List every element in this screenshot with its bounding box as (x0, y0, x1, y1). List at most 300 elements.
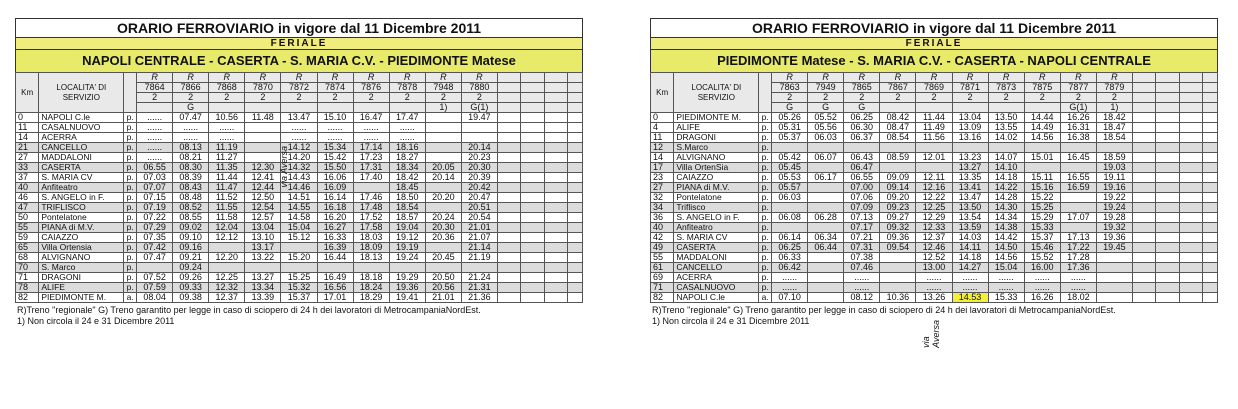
km-cell: 78 (16, 283, 39, 293)
station-name: CANCELLO (39, 143, 124, 153)
station-row (16, 163, 583, 173)
arrival-departure-mark: p. (124, 133, 137, 143)
time-cell: 07.00 (844, 183, 880, 193)
time-cell: 18.59 (1096, 153, 1132, 163)
time-cell (808, 203, 844, 213)
arrival-departure-mark: p. (124, 173, 137, 183)
blank-cell (497, 183, 520, 193)
time-cell: 19.41 (389, 293, 425, 303)
arrival-departure-mark: p. (759, 283, 772, 293)
time-cell: 07.21 (844, 233, 880, 243)
time-cell: 21.24 (461, 273, 497, 283)
time-cell: 12.52 (916, 253, 952, 263)
time-cell: 13.47 (952, 193, 988, 203)
time-cell: 11.58 (209, 213, 245, 223)
time-cell (808, 163, 844, 173)
station-name: ALIFE (674, 123, 759, 133)
arrival-departure-mark: p. (759, 133, 772, 143)
km-cell: 46 (16, 193, 39, 203)
station-row (16, 123, 583, 133)
r-mark: R (952, 73, 988, 83)
r-mark: R (389, 73, 425, 83)
time-cell: 15.16 (1024, 183, 1060, 193)
arrival-departure-mark: p. (759, 203, 772, 213)
blank-cell (544, 83, 567, 93)
time-cell: 16.31 (1060, 123, 1096, 133)
km-cell: 12 (651, 143, 674, 153)
time-cell: 16.27 (317, 223, 353, 233)
time-cell: 05.37 (772, 133, 808, 143)
time-cell: 09.33 (173, 283, 209, 293)
time-cell: 07.10 (772, 293, 808, 303)
blank-cell (1179, 93, 1202, 103)
time-cell: 14.30 (988, 203, 1024, 213)
time-cell: 14.42 (988, 233, 1024, 243)
blank-cell (497, 163, 520, 173)
time-cell: 05.57 (772, 183, 808, 193)
arrival-departure-mark: p. (124, 193, 137, 203)
time-cell: 12.41 (245, 173, 281, 183)
time-cell (425, 263, 461, 273)
time-cell: 07.07 (137, 183, 173, 193)
time-cell: 05.52 (808, 113, 844, 123)
km-cell: 82 (16, 293, 39, 303)
time-cell: 17.46 (353, 193, 389, 203)
time-cell: 14.32 (281, 163, 317, 173)
time-cell: 17.31 (353, 163, 389, 173)
time-cell (425, 243, 461, 253)
feriale-band: FERIALE (15, 37, 583, 49)
km-cell: 23 (651, 173, 674, 183)
time-cell (1096, 253, 1132, 263)
time-cell: 15.25 (281, 273, 317, 283)
time-cell: 14.18 (952, 253, 988, 263)
note-cell: G (173, 103, 209, 113)
station-name: MADDALONI (674, 253, 759, 263)
time-cell: 06.25 (772, 243, 808, 253)
blank-cell (544, 123, 567, 133)
blank-cell (544, 233, 567, 243)
time-cell: 14.02 (988, 133, 1024, 143)
timetable-table (650, 72, 1218, 303)
header-row (651, 73, 1218, 83)
time-cell (461, 133, 497, 143)
time-cell: ...... (173, 133, 209, 143)
time-cell: 13.09 (952, 123, 988, 133)
time-cell: 06.07 (808, 153, 844, 163)
time-cell: 21.01 (425, 293, 461, 303)
blank-cell (544, 183, 567, 193)
arrival-departure-mark: p. (124, 113, 137, 123)
station-name: S. ANGELO in F. (39, 193, 124, 203)
blank-cell (497, 153, 520, 163)
time-cell (245, 133, 281, 143)
time-cell: 09.02 (173, 223, 209, 233)
blank-cell (568, 113, 583, 123)
station-name: DRAGONI (674, 133, 759, 143)
time-cell: 12.33 (916, 223, 952, 233)
time-cell: 20.42 (461, 183, 497, 193)
station-name: ALVIGNANO (39, 253, 124, 263)
time-cell: 15.04 (281, 223, 317, 233)
time-cell (1096, 273, 1132, 283)
blank-cell (1203, 73, 1218, 83)
class-cell: 2 (880, 93, 916, 103)
time-cell: 07.17 (844, 223, 880, 233)
time-cell: 19.36 (389, 283, 425, 293)
time-cell (808, 183, 844, 193)
time-cell: 21.31 (461, 283, 497, 293)
time-cell: 19.45 (1096, 243, 1132, 253)
time-cell: 17.22 (1060, 243, 1096, 253)
km-cell: 68 (16, 253, 39, 263)
time-cell: 15.32 (281, 283, 317, 293)
time-cell: 13.22 (245, 253, 281, 263)
blank-cell (1156, 113, 1179, 123)
time-cell: 12.57 (245, 213, 281, 223)
blank-cell (568, 203, 583, 213)
time-cell: ...... (389, 133, 425, 143)
time-cell: 07.29 (137, 223, 173, 233)
blank-cell (568, 73, 583, 83)
blank-cell (497, 143, 520, 153)
station-name: S. Marco (39, 263, 124, 273)
class-cell: 2 (245, 93, 281, 103)
station-row (16, 243, 583, 253)
note-cell (988, 103, 1024, 113)
arrival-departure-mark: p. (124, 273, 137, 283)
time-cell: 14.49 (1024, 123, 1060, 133)
time-cell: 20.30 (425, 223, 461, 233)
time-cell: 07.35 (137, 233, 173, 243)
r-mark: R (1060, 73, 1096, 83)
time-cell: 19.03 (1096, 163, 1132, 173)
time-cell (808, 223, 844, 233)
class-cell: 2 (844, 93, 880, 103)
time-cell: 05.31 (772, 123, 808, 133)
time-cell: 19.28 (1096, 213, 1132, 223)
time-cell: 20.14 (425, 173, 461, 183)
arrival-departure-mark: p. (759, 233, 772, 243)
time-cell: 06.25 (844, 113, 880, 123)
station-name: PIANA di M.V. (674, 183, 759, 193)
time-cell: 16.20 (317, 213, 353, 223)
time-cell: 07.19 (137, 203, 173, 213)
time-cell: 12.25 (209, 273, 245, 283)
r-mark: R (137, 73, 173, 83)
location-header: LOCALITA' DI SERVIZIO (674, 73, 759, 113)
time-cell: 14.38 (988, 223, 1024, 233)
km-cell: 71 (651, 283, 674, 293)
time-cell: 09.26 (173, 273, 209, 283)
blank-cell (1179, 283, 1202, 293)
time-cell: 18.34 (389, 163, 425, 173)
time-cell: 11.44 (209, 173, 245, 183)
time-cell: 18.27 (389, 153, 425, 163)
time-cell (389, 263, 425, 273)
blank-cell (1203, 83, 1218, 93)
train-number: 7948 (425, 83, 461, 93)
station-row (16, 203, 583, 213)
time-cell: 12.20 (209, 253, 245, 263)
time-cell (425, 143, 461, 153)
time-cell: 19.22 (1096, 193, 1132, 203)
legend-notes (15, 305, 583, 327)
time-cell: 13.04 (952, 113, 988, 123)
station-name: ACERRA (39, 133, 124, 143)
km-cell: 49 (651, 243, 674, 253)
blank-cell (1132, 83, 1155, 93)
time-cell: ...... (389, 123, 425, 133)
time-cell: 17.48 (353, 203, 389, 213)
blank-cell (1156, 83, 1179, 93)
time-cell: 13.54 (952, 213, 988, 223)
blank-cell (1179, 133, 1202, 143)
station-name: Anfiteatro (39, 183, 124, 193)
note-cell (281, 103, 317, 113)
km-cell: 14 (651, 153, 674, 163)
blank-cell (544, 243, 567, 253)
time-cell: 07.31 (844, 243, 880, 253)
route-header: PIEDIMONTE Matese - S. MARIA C.V. - CASERTA - NAPOLI CENTRALE (650, 49, 1218, 72)
time-cell: 06.37 (844, 133, 880, 143)
time-cell: 06.34 (808, 233, 844, 243)
time-cell: 08.55 (173, 213, 209, 223)
station-name: CASERTA (674, 243, 759, 253)
time-cell: 15.42 (317, 153, 353, 163)
time-cell: 07.06 (844, 193, 880, 203)
time-cell: 19.12 (389, 233, 425, 243)
blank-cell (544, 253, 567, 263)
time-cell: 19.47 (461, 113, 497, 123)
station-row (651, 273, 1218, 283)
time-cell: 14.22 (988, 183, 1024, 193)
arrival-departure-mark: p. (759, 223, 772, 233)
blank-cell (568, 123, 583, 133)
km-header: Km (651, 73, 674, 113)
class-cell: 2 (281, 93, 317, 103)
station-row (16, 143, 583, 153)
time-cell: ...... (353, 123, 389, 133)
station-row (16, 253, 583, 263)
station-name: PIEDIMONTE M. (39, 293, 124, 303)
blank-cell (1179, 83, 1202, 93)
time-cell: 05.56 (808, 123, 844, 133)
header-row (16, 73, 583, 83)
time-cell: ...... (916, 273, 952, 283)
time-cell: 20.51 (461, 203, 497, 213)
note-cell (1024, 103, 1060, 113)
time-cell: 16.33 (317, 233, 353, 243)
time-cell: 21.01 (461, 223, 497, 233)
blank-cell (544, 213, 567, 223)
time-cell: 13.35 (952, 173, 988, 183)
time-cell: ...... (772, 273, 808, 283)
time-cell: 06.55 (137, 163, 173, 173)
time-cell (1060, 143, 1096, 153)
station-row (651, 133, 1218, 143)
time-cell: 16.59 (1060, 183, 1096, 193)
r-mark: R (425, 73, 461, 83)
station-name: CASERTA (39, 163, 124, 173)
time-cell (772, 203, 808, 213)
time-cell: 12.25 (916, 203, 952, 213)
time-cell (425, 133, 461, 143)
time-cell: 06.42 (772, 263, 808, 273)
blank-cell (1132, 293, 1155, 303)
time-cell: ...... (137, 143, 173, 153)
time-cell (1060, 223, 1096, 233)
station-row (16, 233, 583, 243)
time-cell: 06.14 (772, 233, 808, 243)
time-cell: 14.43 (281, 173, 317, 183)
time-cell (988, 143, 1024, 153)
km-cell: 59 (16, 233, 39, 243)
time-cell: 10.56 (209, 113, 245, 123)
time-cell: 20.45 (425, 253, 461, 263)
time-cell: 07.38 (844, 253, 880, 263)
time-cell: 06.28 (808, 213, 844, 223)
time-cell: 14.55 (281, 203, 317, 213)
km-cell: 82 (651, 293, 674, 303)
time-cell: ...... (952, 273, 988, 283)
blank-cell (1179, 273, 1202, 283)
time-cell: 08.43 (173, 183, 209, 193)
time-cell: 15.37 (1024, 233, 1060, 243)
time-cell: 13.00 (916, 263, 952, 273)
time-cell: ...... (916, 283, 952, 293)
time-cell: ...... (317, 123, 353, 133)
class-cell: 2 (988, 93, 1024, 103)
time-cell: 14.12 (281, 143, 317, 153)
class-cell: 2 (173, 93, 209, 103)
note-cell (389, 103, 425, 113)
timetable-napoli-piedimonte (15, 18, 583, 327)
time-cell: 06.44 (808, 243, 844, 253)
time-cell: 08.21 (173, 153, 209, 163)
time-cell (461, 263, 497, 273)
train-number: 7949 (808, 83, 844, 93)
blank-cell (521, 173, 544, 183)
station-row (651, 213, 1218, 223)
time-cell: 20.24 (425, 213, 461, 223)
blank-cell (544, 133, 567, 143)
blank-cell (544, 273, 567, 283)
arrival-departure-mark: p. (124, 223, 137, 233)
class-cell: 2 (137, 93, 173, 103)
r-mark: R (281, 73, 317, 83)
time-cell: 14.56 (1024, 133, 1060, 143)
arrival-departure-mark: p. (124, 203, 137, 213)
time-cell (772, 143, 808, 153)
station-row (651, 123, 1218, 133)
blank-cell (1132, 233, 1155, 243)
time-cell: 19.16 (1096, 183, 1132, 193)
time-cell: 08.48 (173, 193, 209, 203)
blank-cell (1132, 203, 1155, 213)
time-cell: 15.37 (281, 293, 317, 303)
time-cell: 17.13 (1060, 233, 1096, 243)
note-cell (137, 103, 173, 113)
time-cell: 08.12 (844, 293, 880, 303)
arrival-departure-mark: p. (759, 243, 772, 253)
blank-cell (568, 93, 583, 103)
blank-cell (521, 163, 544, 173)
time-cell: ...... (1024, 283, 1060, 293)
time-cell: 05.53 (772, 173, 808, 183)
time-cell: 06.55 (844, 173, 880, 183)
station-name: PIEDIMONTE M. (674, 113, 759, 123)
station-row (651, 183, 1218, 193)
time-cell: 08.59 (880, 153, 916, 163)
blank-cell (1156, 213, 1179, 223)
station-name: Pontelatone (39, 213, 124, 223)
blank-cell (521, 193, 544, 203)
km-cell: 33 (16, 163, 39, 173)
blank-cell (1156, 153, 1179, 163)
blank-cell (497, 123, 520, 133)
time-cell: 13.04 (245, 223, 281, 233)
time-cell: 09.09 (880, 173, 916, 183)
blank-cell (1156, 293, 1179, 303)
train-number: 7877 (1060, 83, 1096, 93)
blank-cell (544, 193, 567, 203)
timetable-table (15, 72, 583, 303)
time-cell: 07.15 (137, 193, 173, 203)
train-number: 7864 (137, 83, 173, 93)
time-cell: 14.18 (988, 173, 1024, 183)
blank-cell (1156, 203, 1179, 213)
time-cell: 09.10 (173, 233, 209, 243)
blank-cell (497, 193, 520, 203)
time-cell: 13.50 (988, 113, 1024, 123)
station-row (16, 273, 583, 283)
blank-cell (1179, 193, 1202, 203)
arrival-departure-mark: p. (124, 283, 137, 293)
train-number: 7879 (1096, 83, 1132, 93)
time-cell (425, 183, 461, 193)
time-cell: ...... (137, 133, 173, 143)
station-name: CASALNUOVO (39, 123, 124, 133)
station-name: ALVIGNANO (674, 153, 759, 163)
time-cell: 17.07 (1060, 213, 1096, 223)
time-cell: 14.50 (988, 243, 1024, 253)
time-cell: 06.47 (844, 163, 880, 173)
route-header: NAPOLI CENTRALE - CASERTA - S. MARIA C.V. - PIEDIMONTE Matese (15, 49, 583, 72)
blank-cell (497, 243, 520, 253)
note-cell (353, 103, 389, 113)
time-cell: 09.32 (880, 223, 916, 233)
time-cell: 21.14 (461, 243, 497, 253)
time-cell: 18.24 (353, 283, 389, 293)
time-cell: 18.54 (1096, 133, 1132, 143)
time-cell: ...... (137, 123, 173, 133)
blank-cell (521, 113, 544, 123)
time-cell: 09.20 (880, 193, 916, 203)
blank-cell (1132, 253, 1155, 263)
note-line: 1) Non circola il 24 e 31 Dicembre 2011 (17, 316, 175, 326)
time-cell: 12.04 (209, 223, 245, 233)
via-aversa-note: via Aversa (921, 320, 941, 348)
blank-cell (1132, 213, 1155, 223)
time-cell: 19.24 (1096, 203, 1132, 213)
blank-cell (568, 83, 583, 93)
blank-cell (521, 83, 544, 93)
station-row (16, 263, 583, 273)
blank-cell (1203, 103, 1218, 113)
r-mark: R (844, 73, 880, 83)
blank-cell (1132, 133, 1155, 143)
